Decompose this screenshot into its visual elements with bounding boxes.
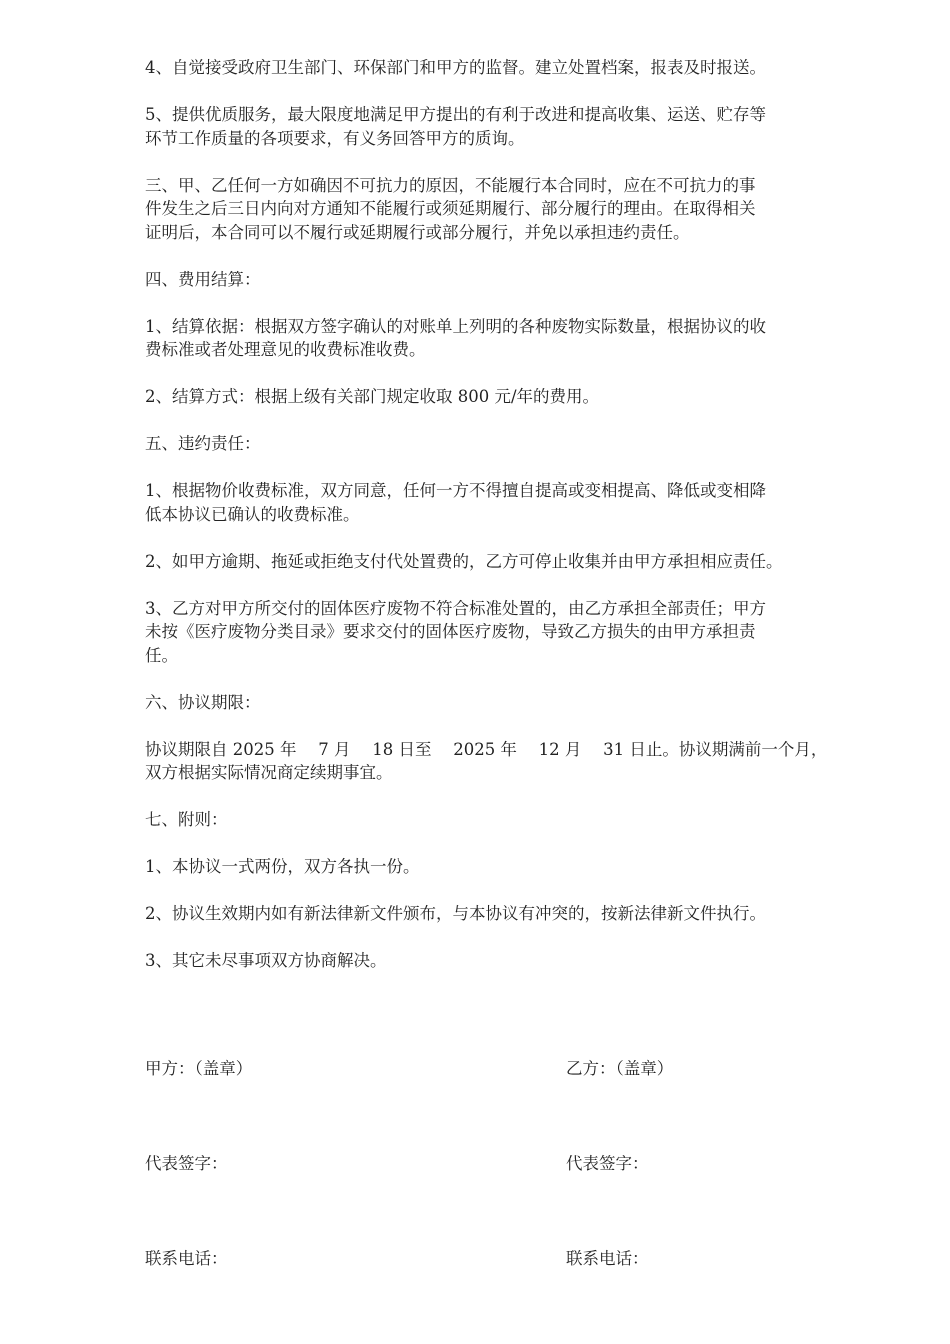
party-a-phone-label: 联系电话：: [145, 1249, 228, 1268]
clause-late-payment: 2、如甲方逾期、拖延或拒绝支付代处置费的，乙方可停止收集并由甲方承担相应责任。: [145, 551, 783, 571]
party-b-representative-label: 代表签字：: [566, 1154, 649, 1173]
seal-row: [145, 1057, 880, 1152]
clause-service-quality: 5、提供优质服务，最大限度地满足甲方提出的有利于改进和提高收集、运送、贮存等 环节工作质量的各项要求，有义务回答甲方的质询。: [145, 105, 766, 148]
section-heading-liability: 五、违约责任：: [145, 434, 261, 453]
phone-row: [145, 1247, 880, 1342]
party-a-seal-label: 甲方：（盖章）: [145, 1059, 253, 1078]
signature-block: [145, 1057, 880, 1342]
clause-other-matters: 3、其它未尽事项双方协商解决。: [145, 951, 387, 970]
clause-new-laws: 2、协议生效期内如有新法律新文件颁布，与本协议有冲突的，按新法律新文件执行。: [145, 904, 766, 923]
section-heading-fee-settlement: 四、费用结算：: [145, 269, 261, 289]
clause-agreement-term: 协议期限自 2025 年 7 月 18 日至 2025 年 12 月 31 日止。协议期满前一个月， 双方根据实际情况商定续期事宜。: [145, 739, 828, 782]
clause-force-majeure: 三、甲、乙任何一方如确因不可抗力的原因，不能履行本合同时，应在不可抗力的事 件发生之后三日内向对方通知不能履行或须延期履行、部分履行的理由。在取得相关 证明后，本合同可以不履行或延期履行或部分履行，并免以承担违约责任。: [145, 175, 756, 242]
section-heading-appendix: 七、附则：: [145, 810, 228, 829]
clause-settlement-method: 2、结算方式：根据上级有关部门规定收取 800 元/年的费用。: [145, 387, 600, 406]
clause-supervision: 4、自觉接受政府卫生部门、环保部门和甲方的监督。建立处置档案，报表及时报送。: [145, 58, 766, 77]
clause-fee-standard: 1、根据物价收费标准，双方同意，任何一方不得擅自提高或变相提高、降低或变相降 低本协议已确认的收费标准。: [145, 481, 766, 524]
representative-row: [145, 1152, 880, 1247]
clause-disposal-responsibility: 3、乙方对甲方所交付的固体医疗废物不符合标准处置的，由乙方承担全部责任；甲方 未按《医疗废物分类目录》要求交付的固体医疗废物，导致乙方损失的由甲方承担责 任。: [145, 598, 766, 665]
party-b-phone-label: 联系电话：: [566, 1249, 649, 1268]
section-heading-term: 六、协议期限：: [145, 692, 261, 712]
contract-body: [145, 56, 880, 996]
clause-copies: 1、本协议一式两份，双方各执一份。: [145, 857, 420, 876]
party-b-seal-label: 乙方：（盖章）: [566, 1059, 674, 1078]
party-a-representative-label: 代表签字：: [145, 1154, 228, 1173]
clause-settlement-basis: 1、结算依据：根据双方签字确认的对账单上列明的各种废物实际数量，根据协议的收 费标准或者处理意见的收费标准收费。: [145, 316, 766, 359]
